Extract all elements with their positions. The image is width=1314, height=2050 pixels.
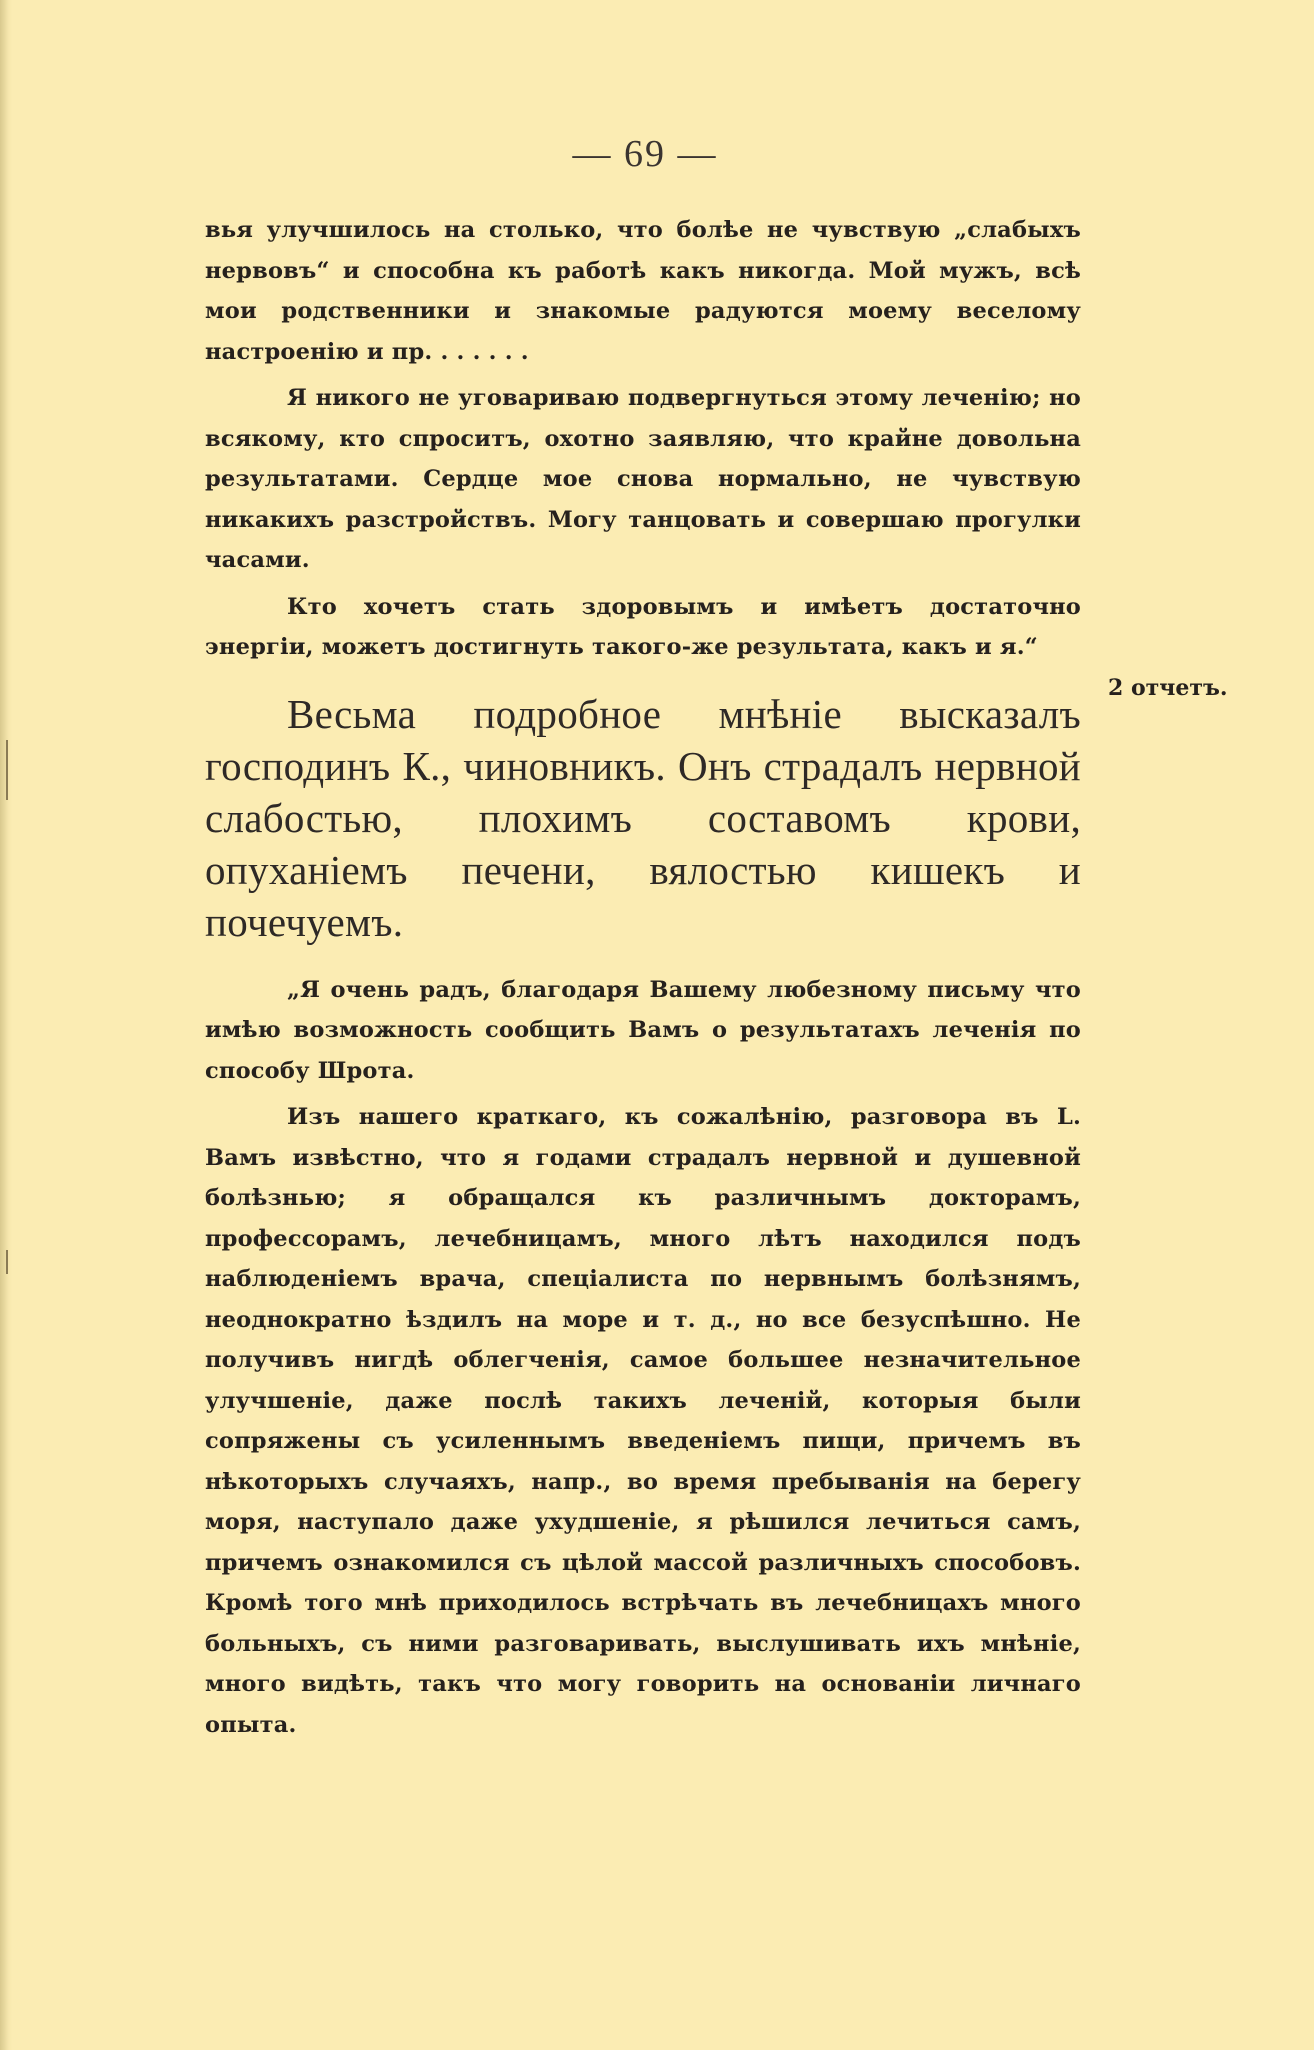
paragraph-continuation: вья улучшилось на столько, что болѣе не чувствую „слабыхъ нервовъ“ и способна къ работѣ какъ никогда. Мой мужъ, всѣ мои родственники и знакомые радуются моему веселому настроенію и пр. . . . . . . (205, 217, 1081, 365)
paragraph: Изъ нашего краткаго, къ сожалѣнію, разговора въ L. Вамъ извѣстно, что я годами страдалъ нервной и душевной болѣзнью; я обращался къ различнымъ докторамъ, профессорамъ, лечебницамъ, много лѣтъ находился подъ наблюденіемъ врача, спеціалиста по нервнымъ болѣзнямъ, неоднократно ѣздилъ на море и т. д., но все безуспѣшно. Не получивъ нигдѣ облегченія, самое большее незначительное улучшеніе, даже послѣ такихъ леченій, которыя были сопряжены съ усиленнымъ введеніемъ пищи, причемъ въ нѣкоторыхъ случаяхъ, напр., во время пребыванія на берегу моря, наступало даже ухудшеніе, я рѣшился лечиться самъ, причемъ ознакомился съ цѣлой массой различныхъ способовъ. Кромѣ того мнѣ приходилось встрѣчать въ лечебницахъ много больныхъ, съ ними разговаривать, выслушивать ихъ мнѣніе, много видѣть, такъ что могу говорить на основаніи личнаго опыта. (205, 1104, 1081, 1738)
page-edge-mark (6, 1250, 8, 1274)
page-edge-shadow (0, 0, 12, 2050)
quoted-paragraph: „Я очень радъ, благодаря Вашему любезному письму что имѣю возможность сообщить Вамъ о результатахъ леченія по способу Шрота. (205, 976, 1081, 1084)
paragraph: Я никого не уговариваю подвергнуться этому леченію; но всякому, кто спроситъ, охотно заявляю, что крайне довольна результатами. Сердце мое снова нормально, не чувствую никакихъ разстройствъ. Могу танцовать и совершаю прогулки часами. (205, 385, 1081, 573)
margin-note: 2 отчетъ. (1108, 675, 1228, 701)
section-paragraph-large: Весьма подробное мнѣніе высказалъ господинъ К., чиновникъ. Онъ страдалъ нервной слабостью, плохимъ составомъ крови, опуханіемъ печени, вялостью кишекъ и почечуемъ. (205, 690, 1081, 945)
page-number: — 69 — (572, 133, 718, 175)
paragraph: Кто хочетъ стать здоровымъ и имѣетъ достаточно энергіи, можетъ достигнуть такого-же результата, какъ и я.“ (205, 593, 1081, 660)
text-column (205, 210, 1081, 1745)
page-edge-mark (6, 740, 8, 800)
